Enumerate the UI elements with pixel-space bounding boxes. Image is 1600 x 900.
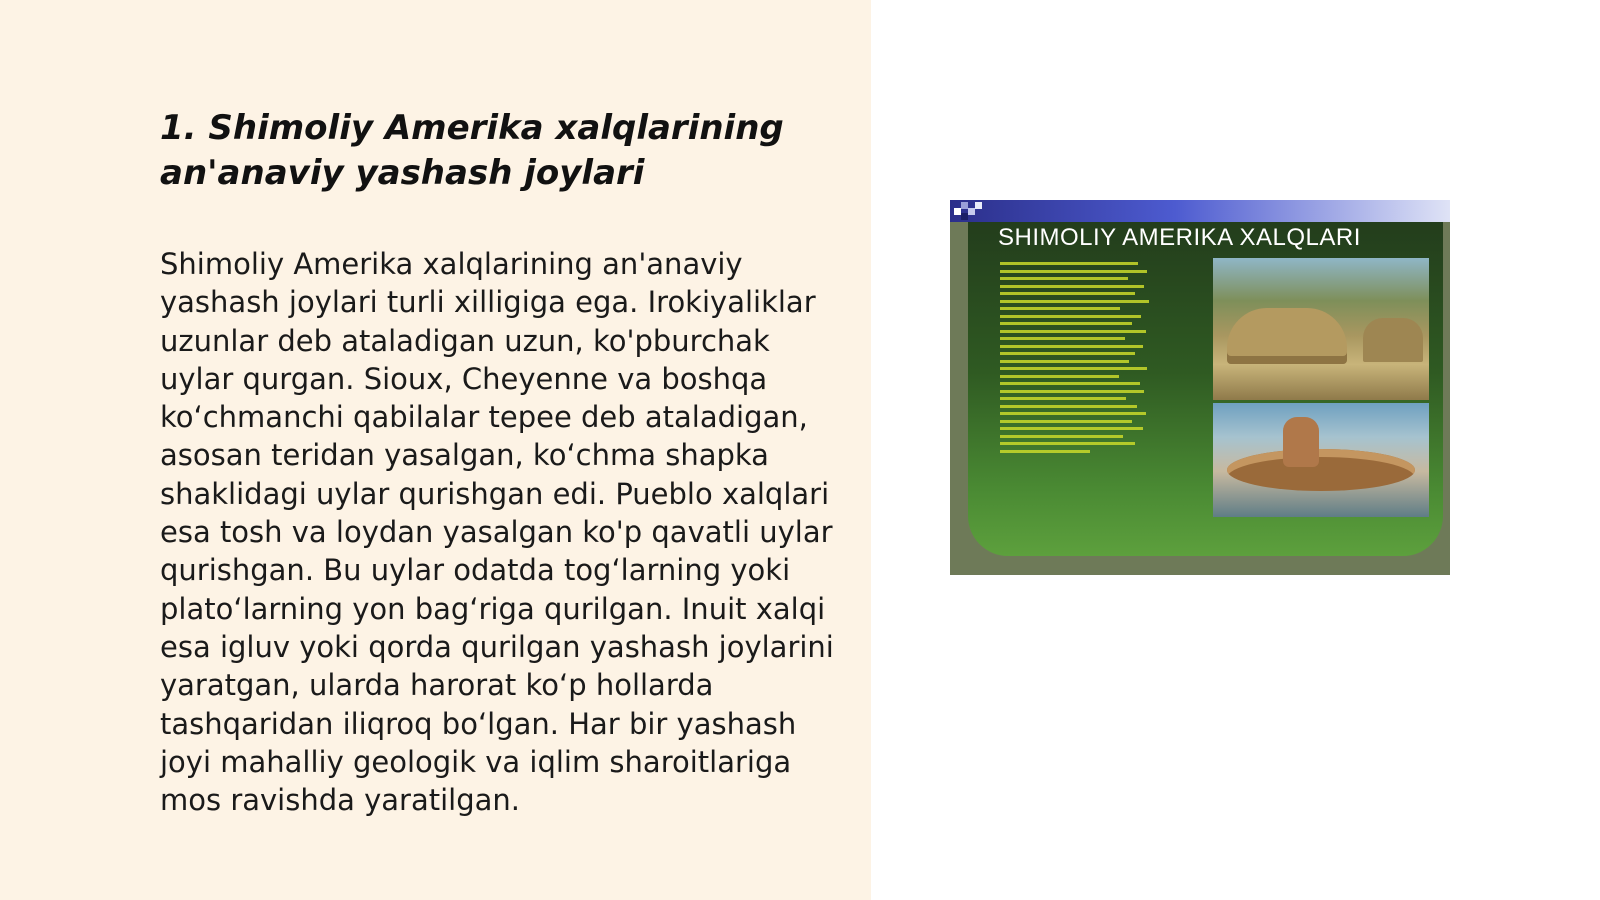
slide-body-text: Shimoliy Amerika xalqlarining an'anaviy yashash joylari turli xilligiga ega. Irokiyaliklar uzunlar deb ataladigan uzun, ko'pburchak uylar qurgan. Sioux, Cheyenne va boshqa ko‘chmanchi qabilalar tepee deb ataladigan, asosan teridan yasalgan, ko‘chma shapka shaklidagi uylar qurishgan edi. Pueblo xalqlari esa tosh va loydan yasalgan ko'p qavatli uylar qurishgan. Bu uylar odatda tog‘larning yoki plato‘larning yon bag‘riga qurilgan. Inuit xalqi esa igluv yoki qorda qurilgan yashash joylarini yaratgan, ularda harorat ko‘p hollarda tashqaridan iliqroq bo‘lgan. Har bir yashash joyi mahalliy geologik va iqlim sharoitlariga mos ravishda yaratilgan. [160, 247, 834, 818]
slide-title: 1. Shimoliy Amerika xalqlarining an'anaviy yashash joylari [160, 108, 784, 193]
slide-illustration [950, 200, 1450, 575]
illustration-corner-pattern [954, 202, 984, 220]
canoe-photo [1213, 403, 1429, 517]
illustration-top-bar [950, 200, 1450, 222]
longhouse-village-photo [1213, 258, 1429, 400]
illustration-title: SHIMOLIY AMERIKA XALQLARI [998, 224, 1361, 251]
illustration-text-block [1000, 262, 1150, 492]
